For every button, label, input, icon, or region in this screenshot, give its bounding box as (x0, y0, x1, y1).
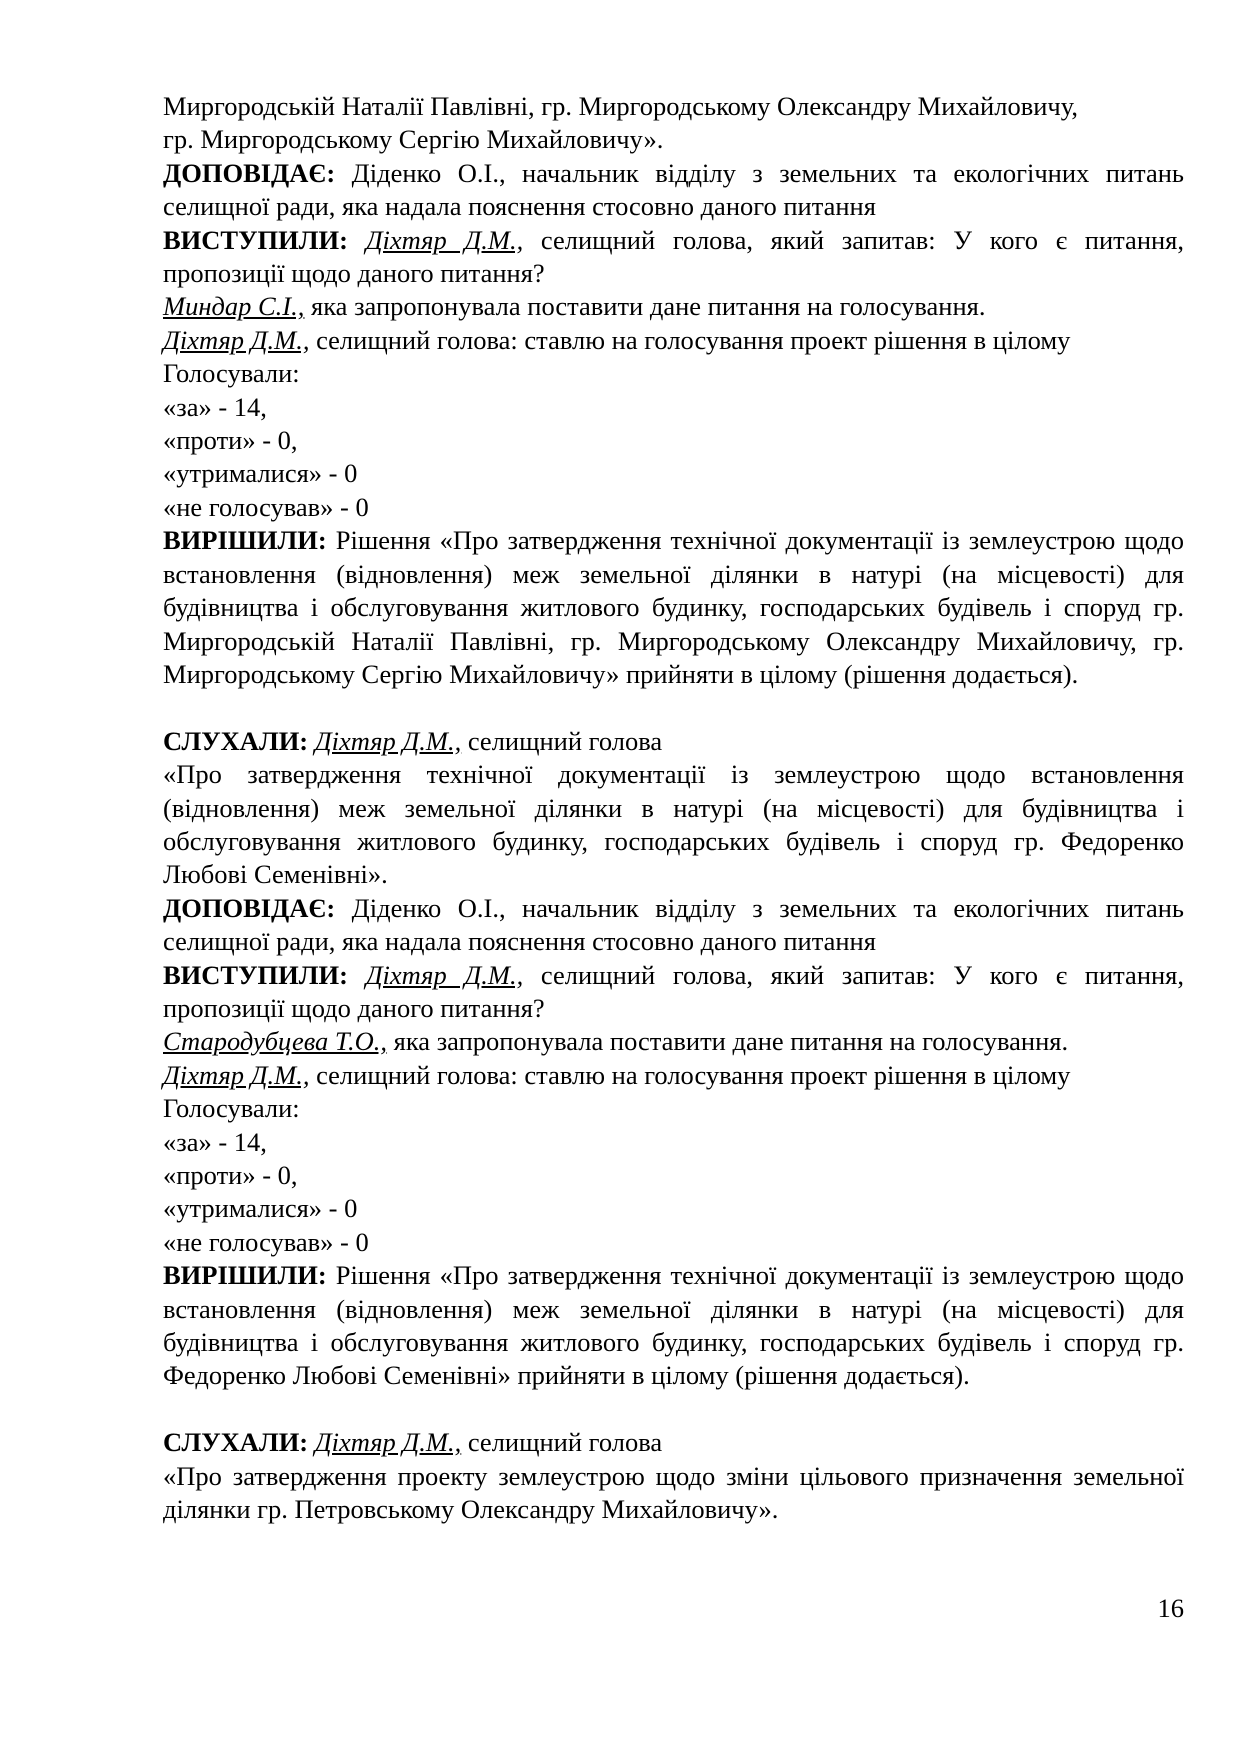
vote-for: «за» - 14, (163, 391, 267, 422)
topic-paragraph: «Про затвердження проекту землеустрою щодо зміни цільового призначення земельної ділянки гр. Петровському Олександру Михайловичу». (163, 1460, 1184, 1525)
speaker-name: Діхтяр Д.М., (163, 324, 310, 355)
speaker-name: Миндар С.І., (163, 291, 305, 322)
heard-label: СЛУХАЛИ: (163, 725, 309, 756)
speakers-paragraph (163, 959, 1184, 1026)
reporter-text: Діденко О.І., начальник відділу з земельних та екологічних питань селищної ради, яка надала пояснення стосовно даного питання (163, 157, 1184, 222)
speaker-paragraph (163, 1059, 1184, 1092)
speaker-text: селищний голова, який запитав: У кого є питання, пропозиції щодо даного питання? (163, 959, 1184, 1023)
speaker-text: селищний голова: ставлю на голосування проект рішення в цілому (309, 324, 1071, 355)
reporter-label: ДОПОВІДАЄ: (163, 892, 336, 923)
vote-against: «проти» - 0, (163, 1159, 298, 1190)
decision-text: Рішення «Про затвердження технічної документації із землеустрою щодо встановлення (відновлення) меж земельної ділянки в натурі (на місцевості) для будівництва і обслуговування житлового будинку, господарських будівель і споруд гр. Миргородській Наталії Павлівні, гр. Миргородському Олександру Михайловичу, гр. Миргородському Сергію Михайловичу» прийняти в цілому (рішення додається). (163, 525, 1184, 689)
vote-abstain: «утрималися» - 0 (163, 458, 358, 489)
vote-abstain: «утрималися» - 0 (163, 1193, 358, 1224)
votes-heading: Голосували: (163, 358, 300, 389)
document-page (163, 90, 1184, 1526)
vote-none: «не голосував» - 0 (163, 491, 369, 522)
speakers-label: ВИСТУПИЛИ: (163, 959, 348, 990)
speaker-text: яка запропонувала поставити дане питання на голосування. (304, 291, 986, 322)
speaker-text: селищний голова: ставлю на голосування проект рішення в цілому (309, 1059, 1071, 1090)
decision-paragraph (163, 1259, 1184, 1393)
reporter-text: Діденко О.І., начальник відділу з земельних та екологічних питань селищної ради, яка надала пояснення стосовно даного питання (163, 892, 1184, 957)
speaker-paragraph (163, 290, 1184, 323)
heard-name: Діхтяр Д.М., (314, 1427, 462, 1458)
speaker-text: яка запропонувала поставити дане питання на голосування. (387, 1026, 1069, 1057)
speaker-paragraph (163, 1025, 1184, 1058)
page-number: 16 (1157, 1593, 1184, 1623)
reporter-paragraph (163, 892, 1184, 959)
speaker-name: Діхтяр Д.М., (163, 1059, 310, 1090)
section-gap (163, 691, 1184, 724)
speaker-name: Діхтяр Д.М., (365, 959, 524, 990)
topic-paragraph: «Про затвердження технічної документації із землеустрою щодо встановлення (відновлення) меж земельної ділянки в натурі (на місцевості) для будівництва і обслуговування житлового будинку, господарських будівель і споруд гр. Федоренко Любові Семенівні». (163, 759, 1184, 890)
decision-label: ВИРІШИЛИ: (163, 525, 327, 556)
vote-for: «за» - 14, (163, 1126, 267, 1157)
reporter-paragraph (163, 157, 1184, 224)
speaker-name: Стародубцева Т.О., (163, 1026, 388, 1057)
heard-paragraph (163, 725, 1184, 758)
decision-paragraph (163, 524, 1184, 691)
heard-name: Діхтяр Д.М., (314, 725, 462, 756)
speaker-paragraph (163, 324, 1184, 357)
speaker-name: Діхтяр Д.М., (365, 224, 524, 255)
speaker-text: селищний голова, який запитав: У кого є питання, пропозиції щодо даного питання? (163, 224, 1184, 289)
decision-text: Рішення «Про затвердження технічної документації із землеустрою щодо встановлення (відновлення) меж земельної ділянки в натурі (на місцевості) для будівництва і обслуговування житлового будинку, господарських будівель і споруд гр. Федоренко Любові Семенівні» прийняти в цілому (рішення додається). (163, 1260, 1184, 1391)
reporter-label: ДОПОВІДАЄ: (163, 157, 336, 188)
intro-line: Миргородській Наталії Павлівні, гр. Миргородському Олександру Михайловичу, (163, 91, 1078, 121)
speakers-label: ВИСТУПИЛИ: (163, 224, 348, 255)
heard-role: селищний голова (461, 725, 663, 756)
speakers-paragraph (163, 224, 1184, 291)
vote-none: «не голосував» - 0 (163, 1226, 369, 1257)
heard-role: селищний голова (461, 1427, 663, 1458)
section-gap (163, 1393, 1184, 1426)
intro-line: гр. Миргородському Сергію Михайловичу». (163, 124, 664, 155)
vote-against: «проти» - 0, (163, 425, 298, 456)
heard-paragraph (163, 1426, 1184, 1459)
votes-heading: Голосували: (163, 1093, 300, 1124)
decision-label: ВИРІШИЛИ: (163, 1260, 327, 1291)
heard-label: СЛУХАЛИ: (163, 1427, 309, 1458)
